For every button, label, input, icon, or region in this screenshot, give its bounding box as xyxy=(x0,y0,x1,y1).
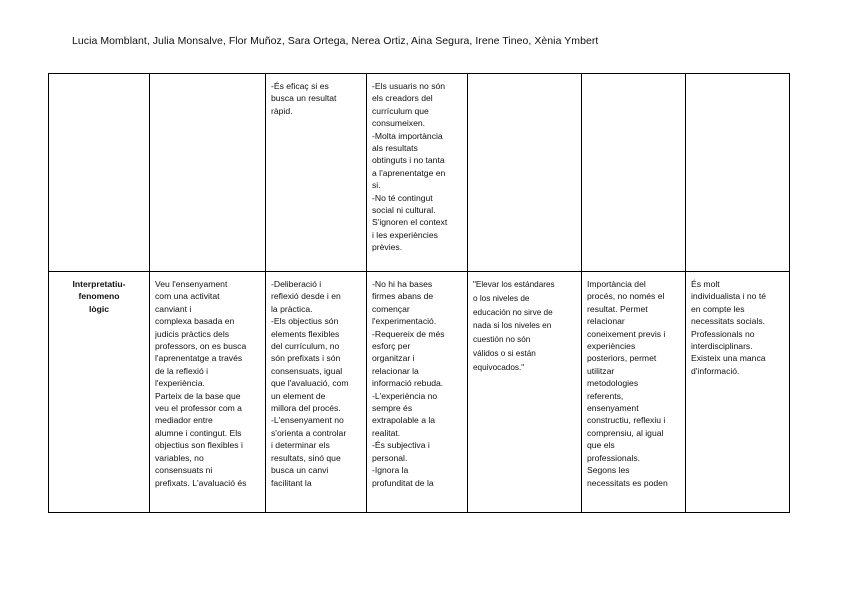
table-cell: -Deliberació i reflexió desde i en la pràctica. -Els objectius són elements flexibles del currículum, no són prefixats i són consensuats, igual que l'avaluació, com un element de millora del procés. -L'ensenyament no s'orienta a controlar i determinar els resultats, sinó que busca un canvi facilitant la xyxy=(266,272,367,513)
table-cell xyxy=(150,74,266,272)
table-cell: -Els usuaris no són els creadors del currículum que consumeixen. -Molta importància als resultats obtinguts i no tanta a l'aprenentatge en si. -No té contingut social ni cultural. S'ignoren el context i les experiències prèvies. xyxy=(367,74,468,272)
quote-cell: "Elevar los estándares o los niveles de educación no sirve de nada si los niveles en cuestión no són válidos o si están equivocados." xyxy=(468,272,582,513)
table-row xyxy=(49,272,790,513)
table-cell xyxy=(582,74,686,272)
table-cell: És molt individualista i no té en compte les necessitats socials. Professionals no interdisciplinars. Existeix una manca d'informació. xyxy=(686,272,790,513)
table-cell: -És eficaç si es busca un resultat ràpid. xyxy=(266,74,367,272)
table-cell: Veu l'ensenyament com una activitat canviant i complexa basada en judicis pràctics dels professors, on es busca l'aprenentatge a través de la reflexió i l'experiència. Parteix de la base que veu el professor com a mediador entre alumne i contingut. Els objectius son flexibles i variables, no consensuats ni prefixats. L'avaluació és xyxy=(150,272,266,513)
table-cell xyxy=(686,74,790,272)
row-label-cell: Interpretatiu- fenomeno lògic xyxy=(49,272,150,513)
table-cell xyxy=(49,74,150,272)
table-cell: -No hi ha bases firmes abans de començar l'experimentació. -Requereix de més esforç per organitzar i relacionar la informació rebuda. -L'experiència no sempre és extrapolable a la realitat. -És subjectiva i personal. -Ignora la profunditat de la xyxy=(367,272,468,513)
comparison-table xyxy=(48,73,790,513)
table-cell: Importància del procés, no només el resultat. Permet relacionar coneixement previs i experiències posteriors, permet utilitzar metodologies referents, ensenyament constructiu, reflexiu i comprensiu, al igual que els professionals. Segons les necessitats es poden xyxy=(582,272,686,513)
table-cell xyxy=(468,74,582,272)
table-row xyxy=(49,74,790,272)
authors-header: Lucia Momblant, Julia Monsalve, Flor Muñoz, Sara Ortega, Nerea Ortiz, Aina Segura, Irene Tineo, Xènia Ymbert xyxy=(72,35,599,47)
